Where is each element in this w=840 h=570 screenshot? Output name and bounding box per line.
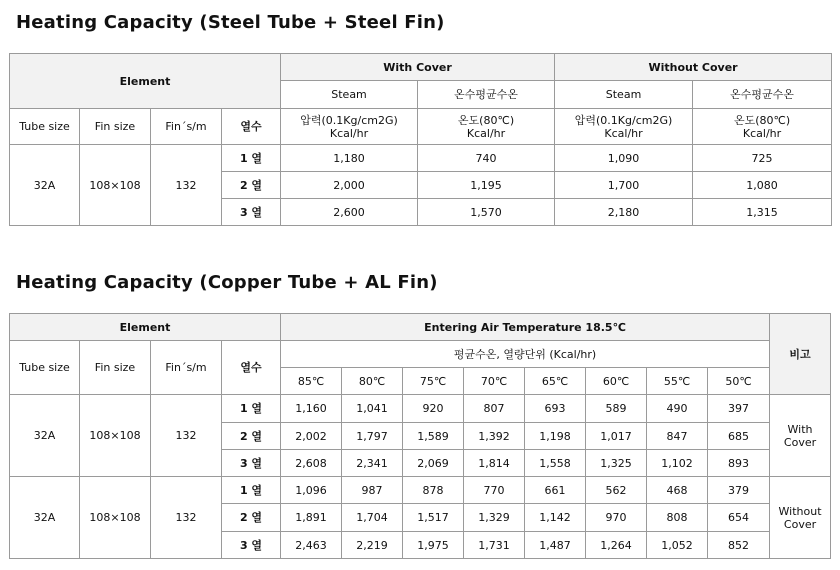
row-count-cell: 3 열	[222, 199, 281, 226]
without-cover-header: Without Cover	[555, 54, 832, 81]
value-cell: 1,558	[525, 450, 586, 477]
steam-header: Steam	[281, 81, 418, 109]
fins-per-m-header: Fin´s/m	[151, 341, 222, 395]
element-header: Element	[10, 314, 281, 341]
value-cell: 1,392	[464, 423, 525, 450]
with-cover-header: With Cover	[281, 54, 555, 81]
value-cell: 1,090	[555, 145, 693, 172]
temperature-header: 60℃	[586, 368, 647, 395]
row-count-cell: 1 열	[222, 145, 281, 172]
tube-size-cell: 32A	[10, 477, 80, 559]
value-cell: 1,052	[647, 532, 708, 559]
value-cell: 725	[693, 145, 832, 172]
temperature-header: 온도(80℃) Kcal/hr	[693, 109, 832, 145]
remark-cell: With Cover	[770, 395, 831, 477]
value-cell: 1,797	[342, 423, 403, 450]
tube-size-cell: 32A	[10, 145, 80, 226]
value-cell: 920	[403, 395, 464, 423]
section1-title: Heating Capacity (Steel Tube + Steel Fin)	[16, 12, 445, 33]
value-cell: 2,341	[342, 450, 403, 477]
fins-per-m-cell: 132	[151, 395, 222, 477]
value-cell: 1,517	[403, 504, 464, 532]
value-cell: 1,198	[525, 423, 586, 450]
temperature-header: 온도(80℃) Kcal/hr	[418, 109, 555, 145]
value-cell: 1,704	[342, 504, 403, 532]
value-cell: 770	[464, 477, 525, 504]
value-cell: 1,570	[418, 199, 555, 226]
temperature-header: 75℃	[403, 368, 464, 395]
steam-header: Steam	[555, 81, 693, 109]
value-cell: 1,041	[342, 395, 403, 423]
value-cell: 1,195	[418, 172, 555, 199]
row-count-cell: 1 열	[222, 395, 281, 423]
row-count-cell: 3 열	[222, 450, 281, 477]
fins-per-m-cell: 132	[151, 145, 222, 226]
rows-header: 열수	[222, 109, 281, 145]
value-cell: 1,975	[403, 532, 464, 559]
fins-per-m-cell: 132	[151, 477, 222, 559]
rows-header: 열수	[222, 341, 281, 395]
value-cell: 397	[708, 395, 770, 423]
value-cell: 970	[586, 504, 647, 532]
temperature-header: 55℃	[647, 368, 708, 395]
table-row	[10, 395, 831, 423]
value-cell: 808	[647, 504, 708, 532]
value-cell: 379	[708, 477, 770, 504]
value-cell: 1,017	[586, 423, 647, 450]
value-cell: 1,080	[693, 172, 832, 199]
element-header: Element	[10, 54, 281, 109]
value-cell: 740	[418, 145, 555, 172]
temperature-header: 65℃	[525, 368, 586, 395]
value-cell: 852	[708, 532, 770, 559]
temperature-header: 85℃	[281, 368, 342, 395]
row-count-cell: 3 열	[222, 532, 281, 559]
value-cell: 1,180	[281, 145, 418, 172]
row-count-cell: 2 열	[222, 504, 281, 532]
tube-size-header: Tube size	[10, 341, 80, 395]
value-cell: 1,102	[647, 450, 708, 477]
remark-cell: Without Cover	[770, 477, 831, 559]
unit-subheader: 평균수온, 열량단위 (Kcal/hr)	[281, 341, 770, 368]
remarks-header: 비고	[770, 314, 831, 395]
fins-per-m-header: Fin´s/m	[151, 109, 222, 145]
tube-size-cell: 32A	[10, 395, 80, 477]
value-cell: 2,608	[281, 450, 342, 477]
fin-size-header: Fin size	[80, 341, 151, 395]
fin-size-header: Fin size	[80, 109, 151, 145]
value-cell: 893	[708, 450, 770, 477]
fin-size-cell: 108×108	[80, 477, 151, 559]
table-row	[10, 477, 831, 504]
value-cell: 2,600	[281, 199, 418, 226]
value-cell: 1,329	[464, 504, 525, 532]
pressure-header: 압력(0.1Kg/cm2G) Kcal/hr	[281, 109, 418, 145]
value-cell: 2,000	[281, 172, 418, 199]
value-cell: 1,589	[403, 423, 464, 450]
pressure-header: 압력(0.1Kg/cm2G) Kcal/hr	[555, 109, 693, 145]
row-count-cell: 1 열	[222, 477, 281, 504]
value-cell: 1,891	[281, 504, 342, 532]
value-cell: 2,180	[555, 199, 693, 226]
section2-title: Heating Capacity (Copper Tube + AL Fin)	[16, 272, 438, 293]
fin-size-cell: 108×108	[80, 395, 151, 477]
row-count-cell: 2 열	[222, 423, 281, 450]
fin-size-cell: 108×108	[80, 145, 151, 226]
value-cell: 987	[342, 477, 403, 504]
value-cell: 1,814	[464, 450, 525, 477]
temperature-header: 80℃	[342, 368, 403, 395]
value-cell: 1,160	[281, 395, 342, 423]
temperature-header: 50℃	[708, 368, 770, 395]
value-cell: 654	[708, 504, 770, 532]
value-cell: 1,264	[586, 532, 647, 559]
value-cell: 1,315	[693, 199, 832, 226]
value-cell: 685	[708, 423, 770, 450]
steel-capacity-table	[9, 53, 832, 226]
value-cell: 2,002	[281, 423, 342, 450]
value-cell: 562	[586, 477, 647, 504]
value-cell: 1,731	[464, 532, 525, 559]
value-cell: 1,142	[525, 504, 586, 532]
entering-air-header: Entering Air Temperature 18.5℃	[281, 314, 770, 341]
value-cell: 807	[464, 395, 525, 423]
value-cell: 661	[525, 477, 586, 504]
copper-capacity-table	[9, 313, 831, 559]
value-cell: 490	[647, 395, 708, 423]
value-cell: 1,325	[586, 450, 647, 477]
value-cell: 2,463	[281, 532, 342, 559]
temperature-header: 70℃	[464, 368, 525, 395]
value-cell: 693	[525, 395, 586, 423]
value-cell: 589	[586, 395, 647, 423]
value-cell: 878	[403, 477, 464, 504]
hot-water-header: 온수평균수온	[693, 81, 832, 109]
value-cell: 2,219	[342, 532, 403, 559]
value-cell: 1,096	[281, 477, 342, 504]
value-cell: 468	[647, 477, 708, 504]
table-row	[10, 145, 832, 172]
value-cell: 1,700	[555, 172, 693, 199]
value-cell: 847	[647, 423, 708, 450]
value-cell: 2,069	[403, 450, 464, 477]
row-count-cell: 2 열	[222, 172, 281, 199]
hot-water-header: 온수평균수온	[418, 81, 555, 109]
tube-size-header: Tube size	[10, 109, 80, 145]
value-cell: 1,487	[525, 532, 586, 559]
